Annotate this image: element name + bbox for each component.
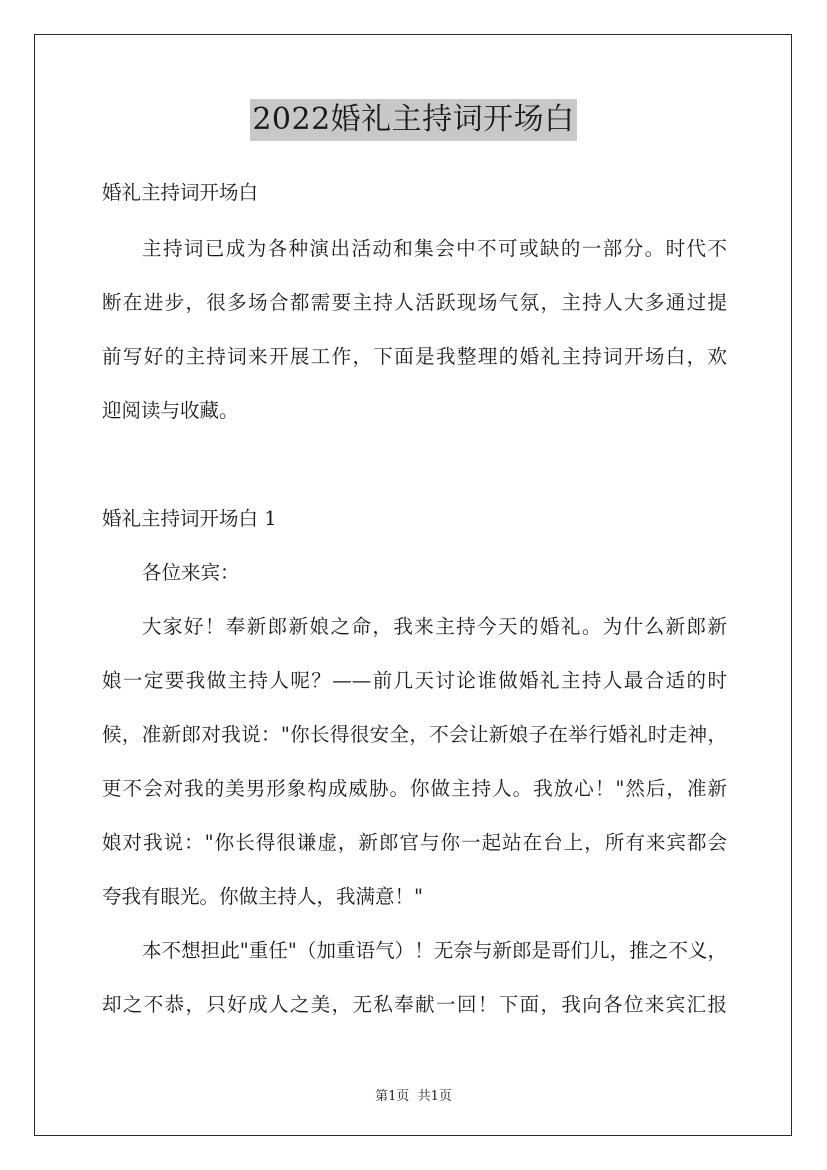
body-line: 更不会对我的美男形象构成威胁。你做主持人。我放心！"然后，准新 [102, 777, 727, 800]
body-line: 夸我有眼光。你做主持人，我满意！" [102, 885, 423, 908]
document-title: 2022婚礼主持词开场白 [250, 99, 576, 141]
part-heading: 婚礼主持词开场白 1 [102, 507, 277, 530]
page-footer [0, 1085, 827, 1104]
page-number-total: 共1页 [417, 1089, 452, 1104]
intro-line: 迎阅读与收藏。 [102, 399, 239, 422]
section-heading: 婚礼主持词开场白 [102, 181, 259, 204]
title-container [0, 99, 827, 141]
page-number-current: 第1页 [375, 1089, 410, 1104]
body-line: 本不想担此"重任"（加重语气）！无奈与新郎是哥们儿，推之不义， [142, 939, 727, 962]
body-line: 候，准新郎对我说："你长得很安全，不会让新娘子在举行婚礼时走神， [102, 723, 727, 746]
body-line: 娘对我说："你长得很谦虚，新郎官与你一起站在台上，所有来宾都会 [102, 831, 727, 854]
body-line: 娘一定要我做主持人呢？——前几天讨论谁做婚礼主持人最合适的时 [102, 669, 727, 692]
intro-line: 断在进步，很多场合都需要主持人活跃现场气氛，主持人大多通过提 [102, 291, 727, 314]
body-line: 却之不恭，只好成人之美，无私奉献一回！下面，我向各位来宾汇报 [102, 993, 727, 1016]
intro-line: 主持词已成为各种演出活动和集会中不可或缺的一部分。时代不 [142, 237, 727, 260]
intro-line: 前写好的主持词来开展工作，下面是我整理的婚礼主持词开场白，欢 [102, 345, 727, 368]
greeting: 各位来宾： [142, 561, 240, 584]
body-line: 大家好！奉新郎新娘之命，我来主持今天的婚礼。为什么新郎新 [142, 615, 727, 638]
